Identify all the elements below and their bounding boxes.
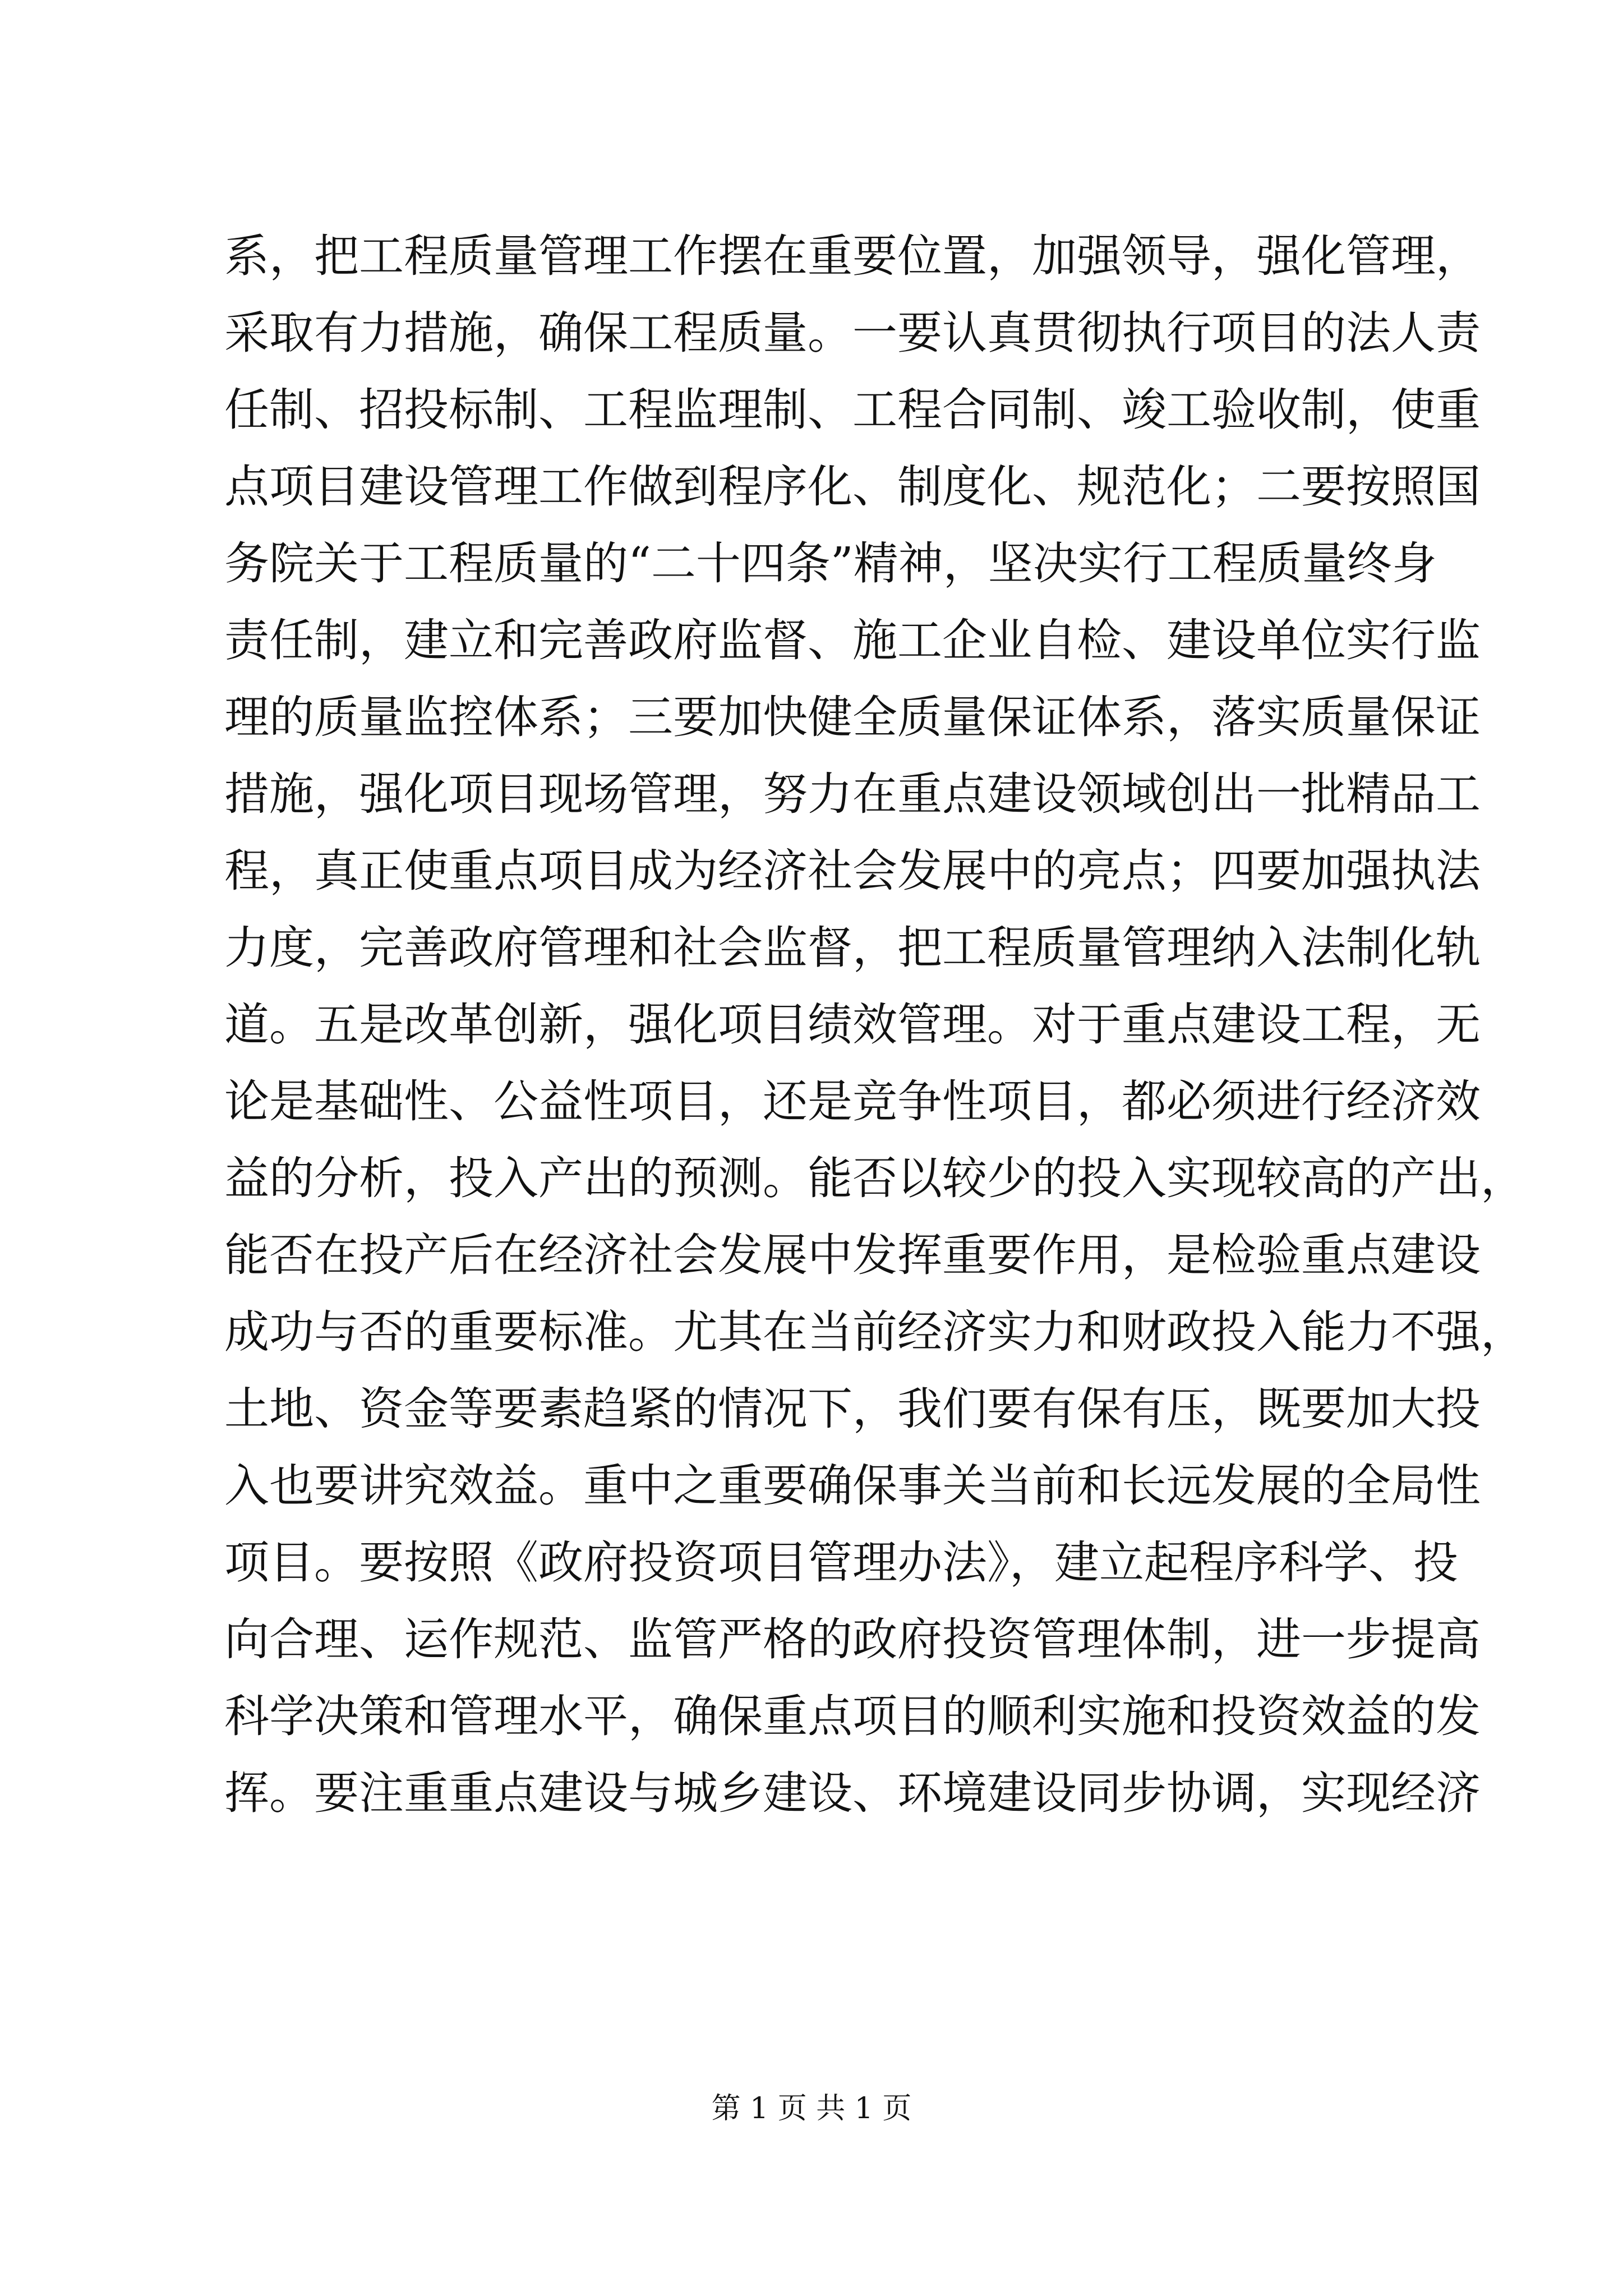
text-line: 措施，强化项目现场管理，努力在重点建设领域创出一批精品工 (224, 768, 1481, 820)
text-line: 力度，完善政府管理和社会监督，把工程质量管理纳入法制化轨 (224, 922, 1481, 974)
text-line: 任制、招投标制、工程监理制、工程合同制、竣工验收制，使重 (224, 384, 1481, 436)
text-line: 程，真正使重点项目成为经济社会发展中的亮点；四要加强执法 (224, 845, 1481, 897)
text-line: 成功与否的重要标准。尤其在当前经济实力和财政投入能力不强， (224, 1306, 1525, 1358)
text-line: 务院关于工程质量的“二十四条”精神，坚决实行工程质量终身 (224, 537, 1437, 590)
text-line: 能否在投产后在经济社会发展中发挥重要作用，是检验重点建设 (224, 1229, 1481, 1281)
text-line: 项目。要按照《政府投资项目管理办法》，建立起程序科学、投 (224, 1536, 1458, 1589)
page-footer: 第 1 页 共 1 页 (711, 2092, 912, 2125)
text-line: 向合理、运作规范、监管严格的政府投资管理体制，进一步提高 (224, 1613, 1481, 1665)
text-line: 系，把工程质量管理工作摆在重要位置，加强领导，强化管理， (224, 230, 1481, 282)
text-line: 益的分析，投入产出的预测。能否以较少的投入实现较高的产出， (224, 1152, 1525, 1204)
text-line: 点项目建设管理工作做到程序化、制度化、规范化；二要按照国 (224, 461, 1481, 513)
text-line: 理的质量监控体系；三要加快健全质量保证体系，落实质量保证 (224, 691, 1481, 743)
text-line: 土地、资金等要素趋紧的情况下，我们要有保有压，既要加大投 (224, 1383, 1481, 1435)
text-line: 采取有力措施，确保工程质量。一要认真贯彻执行项目的法人责 (224, 307, 1481, 359)
text-line: 挥。要注重重点建设与城乡建设、环境建设同步协调，实现经济 (224, 1767, 1481, 1819)
body-text (224, 218, 1525, 1832)
text-line: 道。五是改革创新，强化项目绩效管理。对于重点建设工程，无 (224, 999, 1481, 1051)
text-line: 责任制，建立和完善政府监督、施工企业自检、建设单位实行监 (224, 614, 1481, 666)
text-line: 论是基础性、公益性项目，还是竞争性项目，都必须进行经济效 (224, 1075, 1481, 1128)
text-line: 科学决策和管理水平，确保重点项目的顺利实施和投资效益的发 (224, 1690, 1481, 1742)
text-line: 入也要讲究效益。重中之重要确保事关当前和长远发展的全局性 (224, 1460, 1481, 1512)
